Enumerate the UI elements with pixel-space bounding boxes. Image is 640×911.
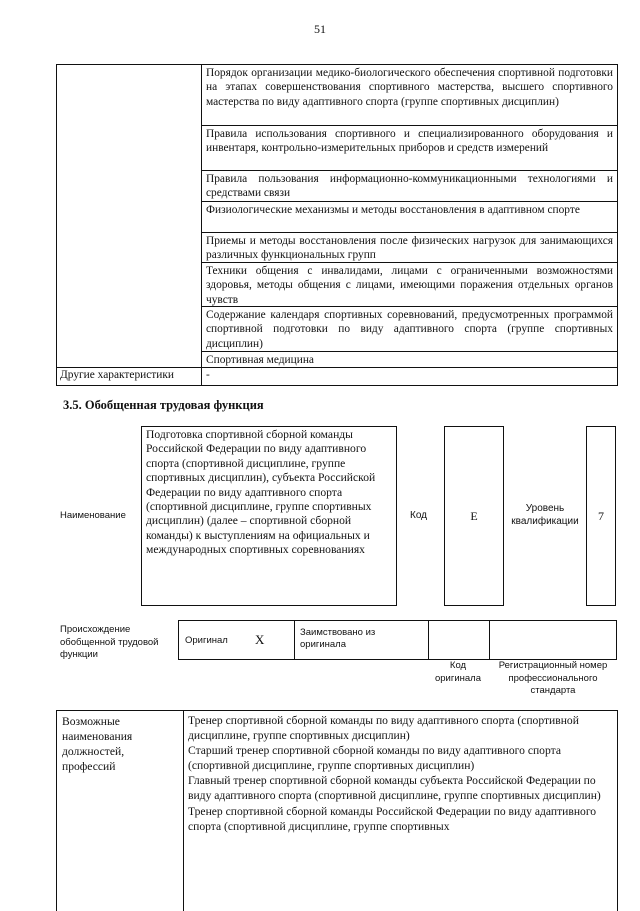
origin-divider xyxy=(428,621,429,659)
origin-label: Происхождение обобщенной трудовой функции xyxy=(60,624,159,660)
borrowed-label: Заимствовано из оригинала xyxy=(300,627,376,650)
knowledge-item: Правила пользования информационно-коммуникационными технологиями и средствами связи xyxy=(206,173,613,200)
qualification-level-box xyxy=(586,426,616,606)
knowledge-row xyxy=(202,126,617,171)
origin-divider xyxy=(294,621,295,659)
registration-number-caption: Регистрационный номер профессионального стандарта xyxy=(498,660,608,696)
original-mark: X xyxy=(255,632,265,647)
knowledge-row xyxy=(202,263,617,307)
code-label: Код xyxy=(410,510,428,521)
knowledge-item: Содержание календаря спортивных соревнований, предусмотренных программой спортивной подготовки по виду адаптивного спорта (группе спортивных дисциплин) xyxy=(206,309,613,350)
position-item: Главный тренер спортивной сборной команды субъекта Российской Федерации по виду адаптивного спорта (спортивной дисциплине, группе спортивных дисциплин) xyxy=(188,774,601,803)
knowledge-row xyxy=(202,65,617,126)
knowledge-row xyxy=(202,202,617,233)
knowledge-row xyxy=(202,171,617,202)
knowledge-item: Спортивная медицина xyxy=(206,354,314,366)
other-characteristics-label: Другие характеристики xyxy=(60,369,175,381)
function-name: Подготовка спортивной сборной команды Российской Федерации по виду адаптивного спорта (спортивной дисциплине, группе спортивных дисциплин), субъекта Российской Федерации по виду адаптивного спорта (спортивной дисциплине, группе спортивных дисциплин) (далее – спортивной сборной команды) к выступлениям на официальных и международных спортивных соревнованиях xyxy=(146,428,376,557)
code-box xyxy=(444,426,504,606)
origin-divider xyxy=(489,621,490,659)
section-title: 3.5. Обобщенная трудовая функция xyxy=(63,398,264,412)
position-item: Тренер спортивной сборной команды Российской Федерации по виду адаптивного спорта (спортивной дисциплине, группе спортивных xyxy=(188,804,597,833)
name-label: Наименование xyxy=(60,510,126,521)
page-number: 51 xyxy=(314,22,326,36)
positions-table xyxy=(56,710,618,911)
other-characteristics-value: - xyxy=(206,369,210,381)
knowledge-item: Приемы и методы восстановления после физических нагрузок для занимающихся различных функциональных групп xyxy=(206,235,613,262)
knowledge-row xyxy=(202,233,617,263)
knowledge-row xyxy=(202,307,617,352)
positions-label: Возможные наименования должностей, профессий xyxy=(62,715,133,773)
original-label: Оригинал xyxy=(185,635,228,646)
knowledge-item: Порядок организации медико-биологического обеспечения спортивной подготовки на этапах совершенствования спортивного мастерства, высшего спортивного мастерства по виду адаптивного спорта (группе спортивных дисциплин) xyxy=(206,67,613,108)
knowledge-item: Правила использования спортивного и специализированного оборудования и инвентаря, контрольно-измерительных приборов и средств измерений xyxy=(206,128,613,155)
table-divider xyxy=(183,711,184,911)
position-item: Старший тренер спортивной сборной команды по виду адаптивного спорта (спортивной дисциплине, группе спортивных дисциплин) xyxy=(188,744,561,773)
qualification-level-label: Уровень квалификации xyxy=(511,503,579,527)
knowledge-item: Техники общения с инвалидами, лицами с ограниченными возможностями здоровья, методы общения с лицами, имеющими поражения отдельных органов чувств xyxy=(206,265,613,306)
original-code-caption: Код оригинала xyxy=(434,660,481,684)
knowledge-table xyxy=(56,64,618,386)
origin-row xyxy=(178,620,617,660)
code-value: E xyxy=(470,509,478,523)
knowledge-row xyxy=(202,352,617,368)
knowledge-item: Физиологические механизмы и методы восстановления в адаптивном спорте xyxy=(206,204,580,216)
qualification-level-value: 7 xyxy=(598,509,604,523)
position-item: Тренер спортивной сборной команды по виду адаптивного спорта (спортивной дисциплине, группе спортивных дисциплин) xyxy=(188,714,579,743)
positions-list xyxy=(188,713,613,834)
function-name-box xyxy=(141,426,397,606)
